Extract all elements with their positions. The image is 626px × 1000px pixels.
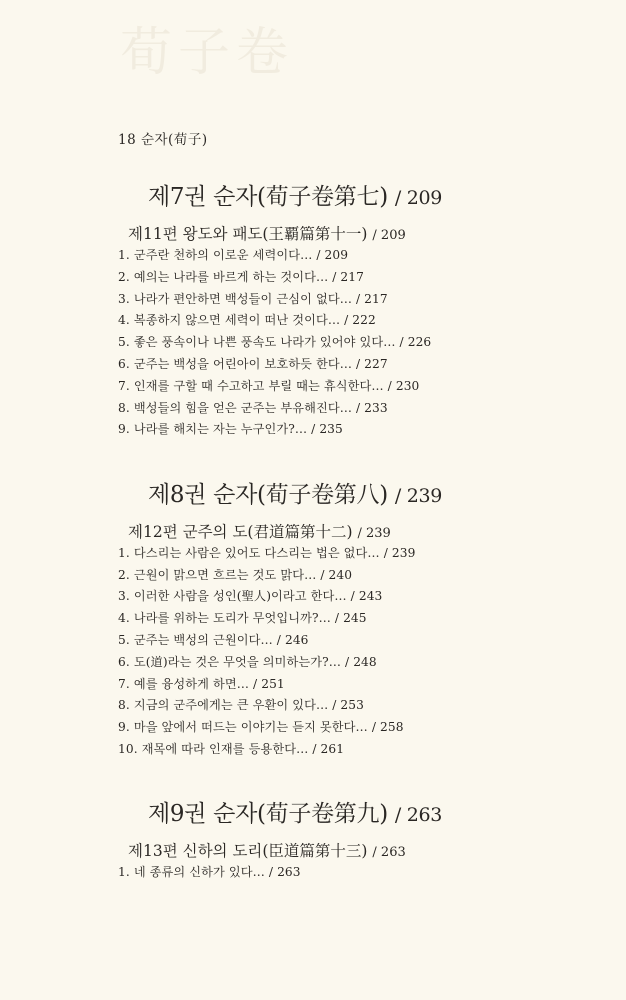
item-number: 2. [118, 270, 130, 284]
chapter-title: 제11편 왕도와 패도(王覇篇第十一) [128, 225, 368, 243]
toc-item [118, 696, 364, 713]
item-number: 7. [118, 677, 130, 691]
item-page: / 253 [332, 698, 364, 712]
item-number: 9. [118, 422, 130, 436]
volume-page: / 263 [394, 804, 443, 826]
item-text: 나라를 위하는 도리가 무엇입니까?… [133, 611, 331, 625]
item-page: / 240 [320, 568, 353, 582]
item-page: / 230 [387, 379, 420, 393]
item-text: 군주란 천하의 이로운 세력이다… [133, 248, 313, 262]
item-page: / 226 [399, 335, 432, 349]
item-text: 마을 앞에서 떠드는 이야기는 듣지 못한다… [133, 720, 368, 734]
item-text: 좋은 풍속이나 나쁜 풍속도 나라가 있어야 있다… [133, 335, 396, 349]
item-number: 8. [118, 698, 130, 712]
item-text: 군주는 백성을 어린아이 보호하듯 한다… [133, 357, 352, 371]
item-page: / 251 [253, 677, 285, 691]
volume-page: / 239 [394, 485, 443, 507]
item-page: / 227 [355, 357, 388, 371]
toc-item [118, 311, 376, 328]
item-number: 9. [118, 720, 130, 734]
item-number: 3. [118, 292, 130, 306]
item-text: 나라가 편안하면 백성들이 근심이 없다… [133, 292, 352, 306]
item-text: 백성들의 힘을 얻은 군주는 부유해진다… [133, 401, 352, 415]
toc-item [118, 566, 352, 583]
item-number: 10. [118, 742, 138, 756]
item-page: / 217 [355, 292, 388, 306]
item-page: / 222 [344, 313, 376, 327]
watermark-ghost-text: 荀子卷 [120, 23, 295, 83]
item-page: / 248 [345, 655, 377, 669]
item-text: 예를 융성하게 하면… [133, 677, 250, 691]
chapter-11-heading [128, 222, 406, 244]
item-text: 군주는 백성의 근원이다… [133, 633, 273, 647]
item-page: / 209 [316, 248, 349, 262]
item-text: 나라를 해치는 자는 누구인가?… [133, 422, 308, 436]
toc-item [118, 718, 404, 735]
volume-title: 제9권 순자(荀子卷第九) [148, 801, 388, 827]
toc-item [118, 333, 431, 350]
item-number: 4. [118, 313, 130, 327]
toc-item [118, 399, 388, 416]
chapter-title: 제13편 신하의 도리(臣道篇第十三) [128, 842, 368, 860]
toc-item [118, 420, 343, 437]
item-number: 5. [118, 633, 130, 647]
toc-item [118, 631, 309, 648]
toc-item [118, 377, 419, 394]
toc-item [118, 246, 348, 263]
item-text: 인재를 구할 때 수고하고 부릴 때는 휴식한다… [133, 379, 384, 393]
item-text: 예의는 나라를 바르게 하는 것이다… [133, 270, 329, 284]
running-head: 18 순자(荀子) [118, 132, 208, 148]
item-text: 지금의 군주에게는 큰 우환이 있다… [133, 698, 329, 712]
item-number: 3. [118, 589, 130, 603]
toc-item [118, 653, 377, 670]
toc-item [118, 609, 367, 626]
item-page: / 261 [312, 742, 345, 756]
chapter-12-heading [128, 520, 391, 542]
item-page: / 235 [311, 422, 343, 436]
item-page: / 243 [350, 589, 383, 603]
toc-item [118, 740, 344, 757]
item-text: 근원이 맑으면 흐르는 것도 맑다… [133, 568, 317, 582]
toc-item [118, 355, 388, 372]
item-number: 4. [118, 611, 130, 625]
toc-item [118, 587, 382, 604]
toc-item [118, 863, 301, 880]
volume-title: 제7권 순자(荀子卷第七) [148, 184, 388, 210]
item-number: 1. [118, 546, 130, 560]
item-number: 8. [118, 401, 130, 415]
toc-item [118, 290, 388, 307]
item-page: / 245 [334, 611, 367, 625]
item-page: / 217 [332, 270, 364, 284]
item-text: 도(道)라는 것은 무엇을 의미하는가?… [133, 655, 342, 669]
volume-title: 제8권 순자(荀子卷第八) [148, 482, 388, 508]
item-text: 재목에 따라 인재를 등용한다… [141, 742, 309, 756]
item-number: 6. [118, 655, 130, 669]
chapter-page: / 209 [372, 228, 406, 243]
item-page: / 239 [383, 546, 416, 560]
chapter-page: / 263 [372, 845, 406, 860]
volume-7-heading [148, 178, 442, 211]
chapter-page: / 239 [357, 526, 391, 541]
item-text: 복종하지 않으면 세력이 떠난 것이다… [133, 313, 341, 327]
volume-9-heading [148, 795, 442, 828]
item-number: 1. [118, 248, 130, 262]
item-number: 2. [118, 568, 130, 582]
item-page: / 263 [268, 865, 301, 879]
volume-page: / 209 [394, 187, 443, 209]
item-text: 다스리는 사람은 있어도 다스리는 법은 없다… [133, 546, 380, 560]
item-text: 이러한 사람을 성인(聖人)이라고 한다… [133, 589, 347, 603]
item-page: / 246 [276, 633, 309, 647]
item-number: 7. [118, 379, 130, 393]
item-number: 5. [118, 335, 130, 349]
item-text: 네 종류의 신하가 있다… [133, 865, 265, 879]
chapter-title: 제12편 군주의 도(君道篇第十二) [128, 523, 353, 541]
chapter-13-heading [128, 839, 406, 861]
toc-item [118, 675, 285, 692]
item-number: 1. [118, 865, 130, 879]
item-number: 6. [118, 357, 130, 371]
volume-8-heading [148, 476, 442, 509]
toc-item [118, 268, 364, 285]
item-page: / 233 [355, 401, 388, 415]
toc-item [118, 544, 415, 561]
item-page: / 258 [371, 720, 404, 734]
